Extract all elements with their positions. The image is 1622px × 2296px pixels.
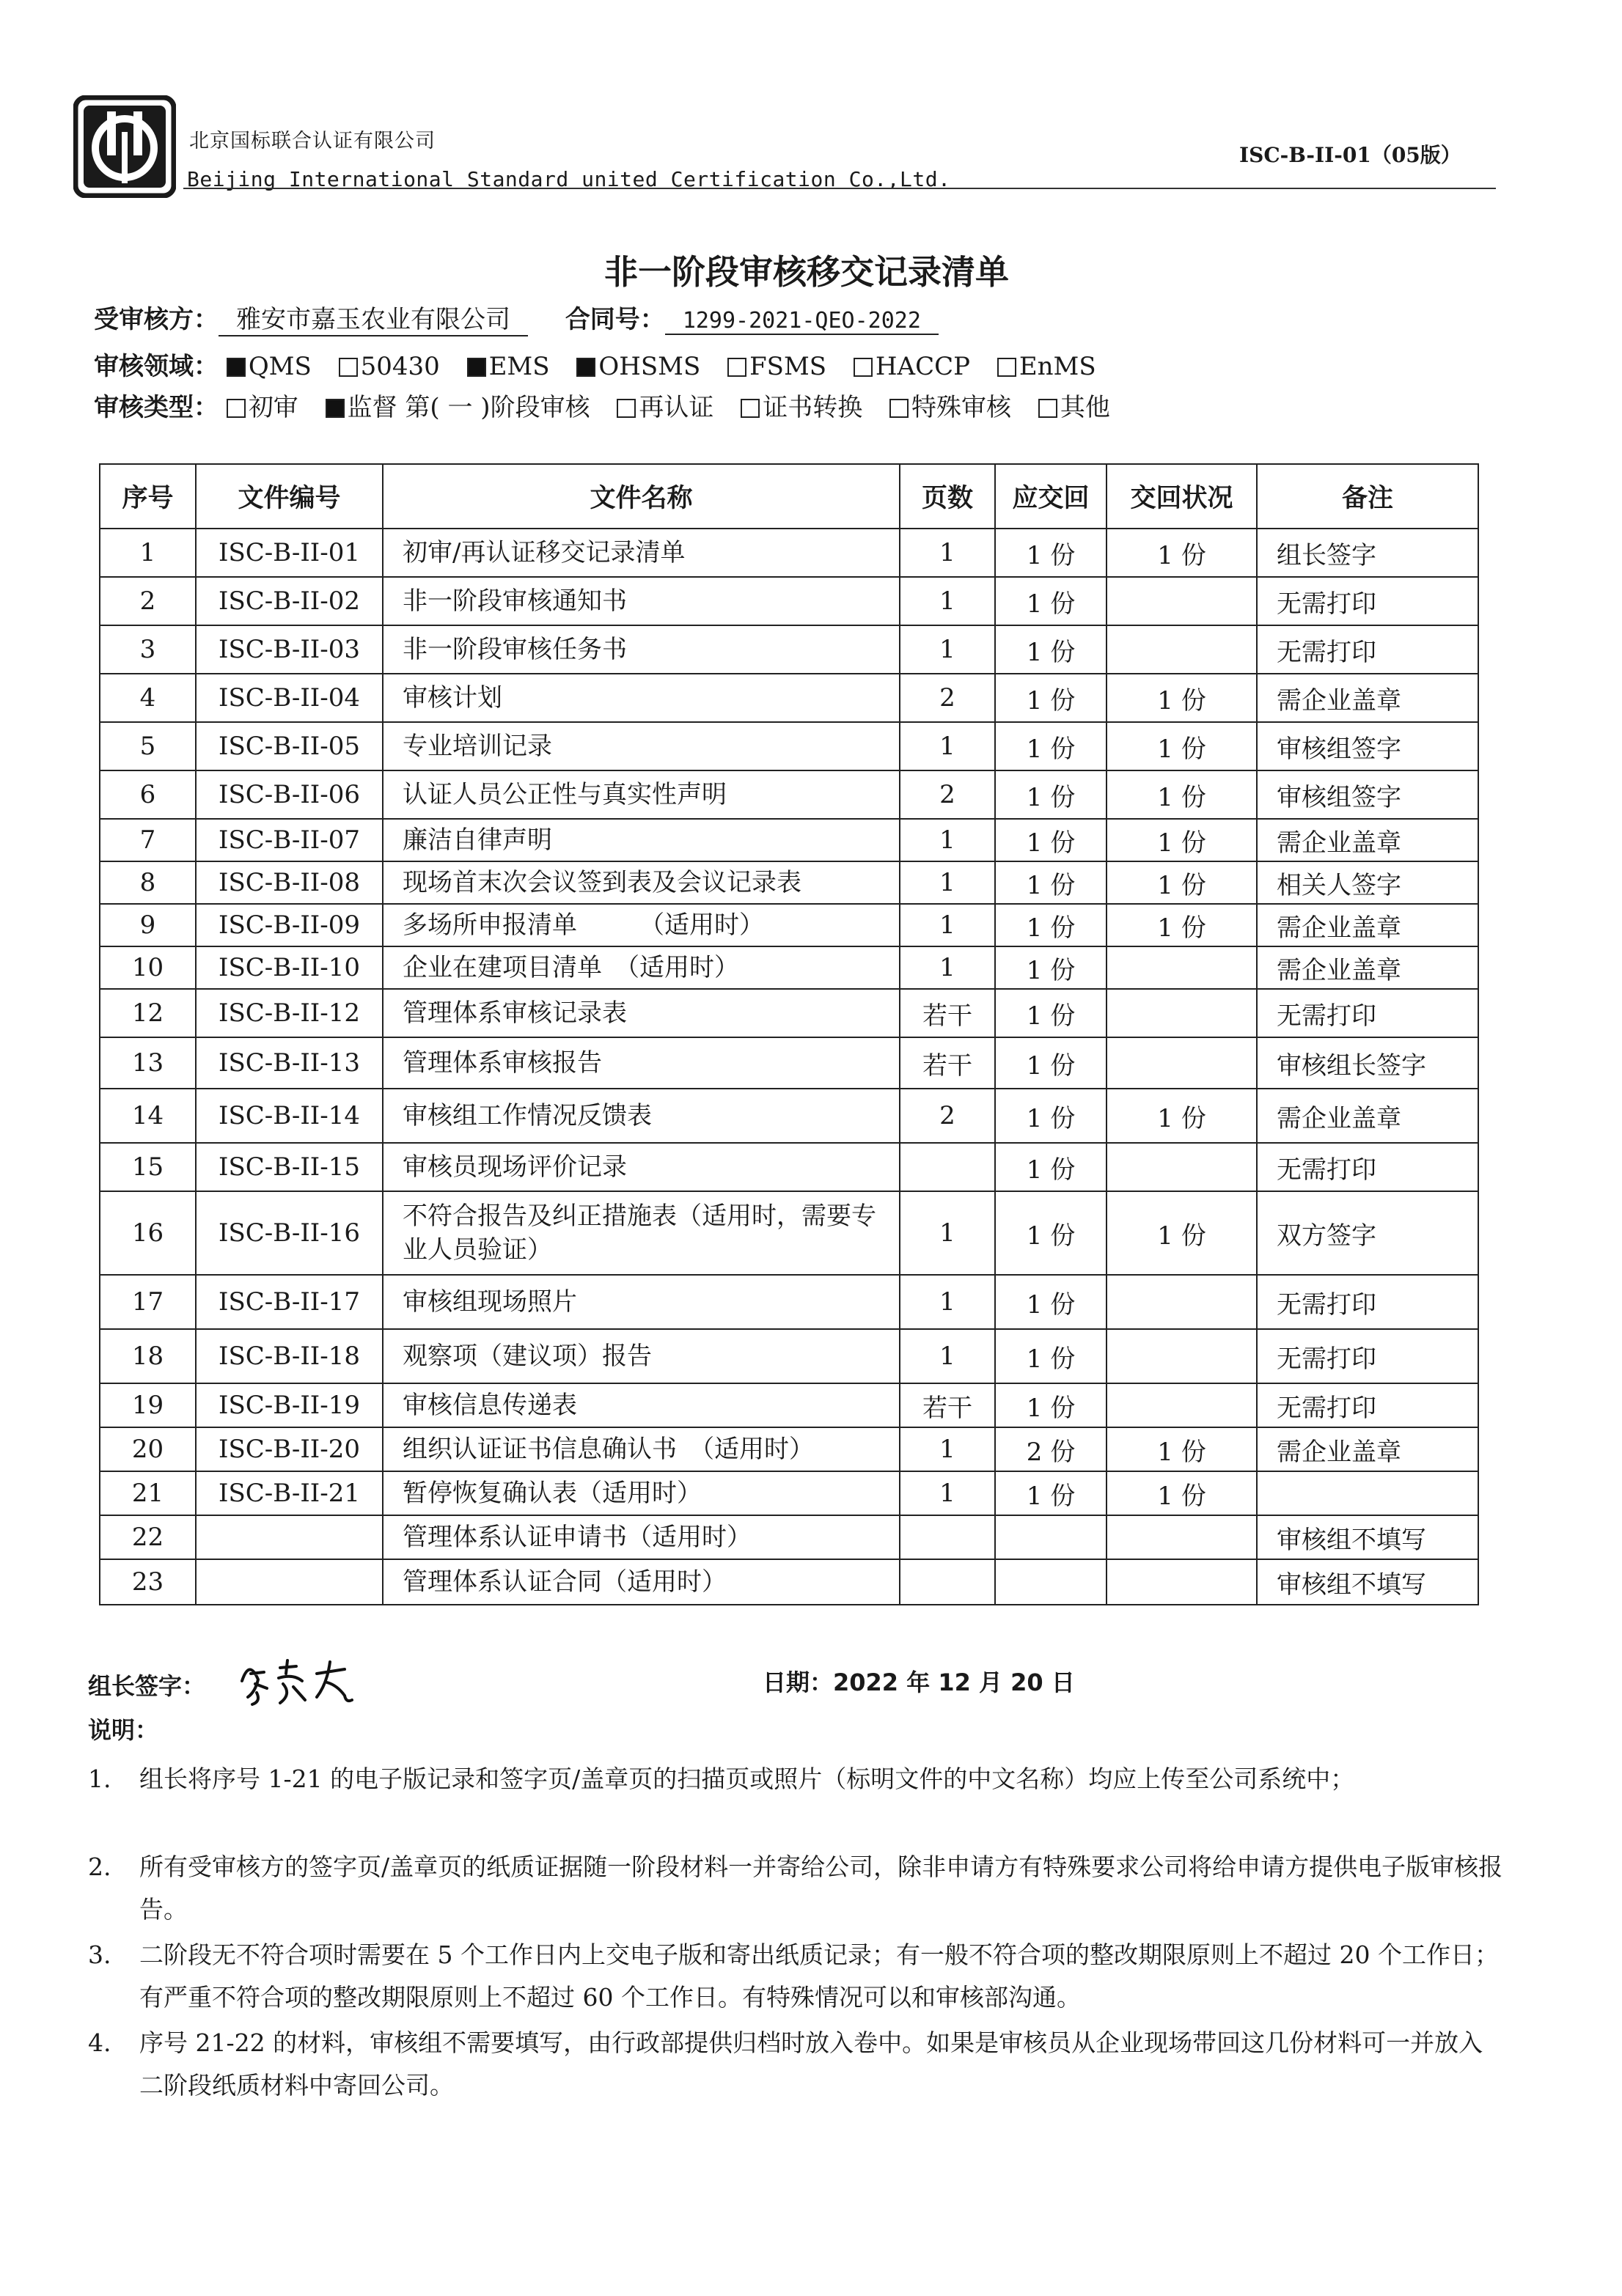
- checkbox-checked-icon: [326, 399, 345, 418]
- copies-due-cell: 1 份: [995, 904, 1107, 946]
- page-count-cell: 1: [900, 722, 995, 770]
- copies-returned-cell: [1107, 1275, 1257, 1329]
- audit-type-line: [94, 387, 1129, 423]
- checkbox-checked-icon: [227, 358, 246, 377]
- table-row: [100, 1275, 1478, 1329]
- file-name-cell: 非一阶段审核任务书: [383, 625, 900, 674]
- table-row: [100, 904, 1478, 946]
- copies-returned-cell: 1 份: [1107, 722, 1257, 770]
- row-number-cell: 16: [100, 1191, 196, 1275]
- file-code-cell: ISC-B-II-13: [196, 1037, 383, 1089]
- remark-cell: 无需打印: [1257, 577, 1478, 625]
- copies-returned-cell: 1 份: [1107, 904, 1257, 946]
- file-name-cell: 企业在建项目清单 （适用时）: [383, 946, 900, 989]
- file-name-cell: 非一阶段审核通知书: [383, 577, 900, 625]
- checkbox-empty-icon: [997, 358, 1016, 377]
- page-count-cell: 1: [900, 625, 995, 674]
- copies-returned-cell: 1 份: [1107, 1191, 1257, 1275]
- row-number-cell: 10: [100, 946, 196, 989]
- file-name-cell: 管理体系审核记录表: [383, 989, 900, 1037]
- file-name-cell: 观察项（建议项）报告: [383, 1329, 900, 1383]
- row-number-cell: 5: [100, 722, 196, 770]
- file-name-cell: 专业培训记录: [383, 722, 900, 770]
- row-number-cell: 20: [100, 1427, 196, 1471]
- remark-cell: 需企业盖章: [1257, 946, 1478, 989]
- leader-signature-label: 组长签字：: [88, 1672, 206, 1700]
- table-header-row: [100, 464, 1478, 529]
- table-row: [100, 1329, 1478, 1383]
- remark-cell: 相关人签字: [1257, 861, 1478, 904]
- page-count-cell: 1: [900, 529, 995, 577]
- remark-cell: 无需打印: [1257, 1383, 1478, 1427]
- remark-cell: 审核组签字: [1257, 770, 1478, 819]
- copies-due-cell: 1 份: [995, 1191, 1107, 1275]
- page-count-cell: 1: [900, 1427, 995, 1471]
- company-name-cn: 北京国标联合认证有限公司: [189, 130, 436, 152]
- type-special[interactable]: 特殊审核: [889, 393, 1011, 422]
- copies-returned-cell: 1 份: [1107, 1427, 1257, 1471]
- copies-due-cell: 1 份: [995, 946, 1107, 989]
- file-name-cell: 审核信息传递表: [383, 1383, 900, 1427]
- table-row: [100, 577, 1478, 625]
- file-code-cell: ISC-B-II-18: [196, 1329, 383, 1383]
- type-initial[interactable]: 初审: [227, 393, 298, 422]
- column-header: 交回状况: [1107, 464, 1257, 529]
- auditee-line: [94, 299, 939, 336]
- page-count-cell: 1: [900, 577, 995, 625]
- domain-50430[interactable]: 50430: [339, 352, 440, 381]
- copies-due-cell: 2 份: [995, 1427, 1107, 1471]
- remark-cell: 审核组长签字: [1257, 1037, 1478, 1089]
- page-count-cell: 若干: [900, 1037, 995, 1089]
- page-count-cell: 若干: [900, 1383, 995, 1427]
- domain-qms[interactable]: QMS: [227, 352, 312, 381]
- file-code-cell: ISC-B-II-05: [196, 722, 383, 770]
- note-number: 1.: [88, 1765, 111, 1793]
- file-code-cell: ISC-B-II-16: [196, 1191, 383, 1275]
- file-name-cell: 初审/再认证移交记录清单: [383, 529, 900, 577]
- file-code-cell: ISC-B-II-02: [196, 577, 383, 625]
- remark-cell: 需企业盖章: [1257, 819, 1478, 861]
- row-number-cell: 13: [100, 1037, 196, 1089]
- row-number-cell: 1: [100, 529, 196, 577]
- checkbox-empty-icon: [854, 358, 873, 377]
- table-row: [100, 1427, 1478, 1471]
- copies-returned-cell: 1 份: [1107, 1471, 1257, 1515]
- checkbox-checked-icon: [576, 358, 595, 377]
- column-header: 应交回: [995, 464, 1107, 529]
- note-text: 序号 21-22 的材料，审核组不需要填写，由行政部提供归档时放入卷中。如果是审核员从企业现场带回这几份材料可一并放入二阶段纸质材料中寄回公司。: [139, 2028, 1483, 2100]
- checkbox-empty-icon: [339, 358, 358, 377]
- row-number-cell: 14: [100, 1089, 196, 1143]
- file-name-cell: 管理体系审核报告: [383, 1037, 900, 1089]
- note-item: [88, 2022, 1503, 2107]
- row-number-cell: 15: [100, 1143, 196, 1191]
- file-name-cell: 廉洁自律声明: [383, 819, 900, 861]
- copies-returned-cell: [1107, 1559, 1257, 1605]
- file-code-cell: ISC-B-II-06: [196, 770, 383, 819]
- row-number-cell: 9: [100, 904, 196, 946]
- date-line: 日期：2022 年 12 月 20 日: [763, 1668, 1075, 1696]
- table-row: [100, 1559, 1478, 1605]
- remark-cell: 审核组签字: [1257, 722, 1478, 770]
- copies-due-cell: 1 份: [995, 861, 1107, 904]
- auditee-value: 雅安市嘉玉农业有限公司: [219, 299, 528, 336]
- page-count-cell: 1: [900, 861, 995, 904]
- column-header: 备注: [1257, 464, 1478, 529]
- file-code-cell: [196, 1559, 383, 1605]
- file-code-cell: ISC-B-II-21: [196, 1471, 383, 1515]
- row-number-cell: 3: [100, 625, 196, 674]
- page-count-cell: 2: [900, 770, 995, 819]
- copies-returned-cell: [1107, 1515, 1257, 1559]
- notes-title: 说明：: [88, 1716, 159, 1744]
- remark-cell: 无需打印: [1257, 1275, 1478, 1329]
- file-name-cell: 暂停恢复确认表（适用时）: [383, 1471, 900, 1515]
- remark-cell: 双方签字: [1257, 1191, 1478, 1275]
- copies-due-cell: [995, 1515, 1107, 1559]
- note-item: [88, 1758, 1503, 1800]
- remark-cell: 需企业盖章: [1257, 674, 1478, 722]
- table-row: [100, 1383, 1478, 1427]
- file-name-cell: 审核组工作情况反馈表: [383, 1089, 900, 1143]
- row-number-cell: 22: [100, 1515, 196, 1559]
- audit-domain-line: [94, 346, 1115, 382]
- audit-domain-label: 审核领域：: [94, 352, 219, 381]
- checkbox-empty-icon: [617, 399, 636, 418]
- file-code-cell: ISC-B-II-19: [196, 1383, 383, 1427]
- remark-cell: 需企业盖章: [1257, 904, 1478, 946]
- remark-cell: 无需打印: [1257, 1143, 1478, 1191]
- table-row: [100, 861, 1478, 904]
- copies-due-cell: 1 份: [995, 1329, 1107, 1383]
- file-name-cell: 多场所申报清单 （适用时）: [383, 904, 900, 946]
- copies-due-cell: 1 份: [995, 819, 1107, 861]
- copies-due-cell: 1 份: [995, 1275, 1107, 1329]
- note-text: 组长将序号 1-21 的电子版记录和签字页/盖章页的扫描页或照片（标明文件的中文名称）均应上传至公司系统中；: [139, 1765, 1355, 1793]
- page-count-cell: [900, 1515, 995, 1559]
- column-header: 文件编号: [196, 464, 383, 529]
- row-number-cell: 6: [100, 770, 196, 819]
- copies-returned-cell: 1 份: [1107, 529, 1257, 577]
- copies-returned-cell: 1 份: [1107, 770, 1257, 819]
- company-logo-icon: [73, 95, 176, 198]
- page-count-cell: 1: [900, 1471, 995, 1515]
- copies-due-cell: 1 份: [995, 529, 1107, 577]
- remark-cell: 无需打印: [1257, 625, 1478, 674]
- remark-cell: 需企业盖章: [1257, 1089, 1478, 1143]
- copies-returned-cell: [1107, 577, 1257, 625]
- page-count-cell: 1: [900, 1329, 995, 1383]
- company-name-en: Beijing International Standard united Certification Co.,Ltd.: [187, 167, 951, 191]
- copies-returned-cell: 1 份: [1107, 819, 1257, 861]
- type-surveillance[interactable]: 监督 第( 一 )阶段审核: [326, 393, 590, 422]
- auditee-label: 受审核方：: [94, 305, 219, 334]
- copies-due-cell: 1 份: [995, 1143, 1107, 1191]
- table-row: [100, 722, 1478, 770]
- file-code-cell: ISC-B-II-10: [196, 946, 383, 989]
- table-row: [100, 1471, 1478, 1515]
- checkbox-empty-icon: [741, 399, 760, 418]
- checkbox-empty-icon: [1038, 399, 1057, 418]
- table-row: [100, 1143, 1478, 1191]
- table-row: [100, 1089, 1478, 1143]
- row-number-cell: 23: [100, 1559, 196, 1605]
- note-number: 2.: [88, 1852, 111, 1881]
- table-row: [100, 625, 1478, 674]
- audit-type-label: 审核类型：: [94, 393, 219, 422]
- copies-due-cell: 1 份: [995, 722, 1107, 770]
- file-name-cell: 审核员现场评价记录: [383, 1143, 900, 1191]
- row-number-cell: 18: [100, 1329, 196, 1383]
- column-header: 页数: [900, 464, 995, 529]
- column-header: 文件名称: [383, 464, 900, 529]
- type-certificate-transfer[interactable]: 证书转换: [741, 393, 862, 422]
- copies-due-cell: [995, 1559, 1107, 1605]
- transfer-records-table: [99, 463, 1479, 1605]
- form-code: ISC-B-II-01（05版）: [1239, 143, 1461, 167]
- copies-due-cell: 1 份: [995, 674, 1107, 722]
- page-count-cell: 1: [900, 1275, 995, 1329]
- remark-cell: 无需打印: [1257, 989, 1478, 1037]
- file-code-cell: ISC-B-II-17: [196, 1275, 383, 1329]
- column-header: 序号: [100, 464, 196, 529]
- table-body: [100, 529, 1478, 1605]
- file-code-cell: ISC-B-II-20: [196, 1427, 383, 1471]
- copies-returned-cell: [1107, 946, 1257, 989]
- table-row: [100, 770, 1478, 819]
- file-name-cell: 不符合报告及纠正措施表（适用时，需要专业人员验证）: [383, 1191, 900, 1275]
- remark-cell: [1257, 1471, 1478, 1515]
- page-count-cell: 1: [900, 819, 995, 861]
- domain-ems[interactable]: EMS: [467, 352, 550, 381]
- row-number-cell: 12: [100, 989, 196, 1037]
- note-number: 3.: [88, 1940, 111, 1969]
- document-title: 非一阶段审核移交记录清单: [604, 252, 1009, 292]
- row-number-cell: 4: [100, 674, 196, 722]
- copies-due-cell: 1 份: [995, 1383, 1107, 1427]
- file-name-cell: 审核组现场照片: [383, 1275, 900, 1329]
- page-count-cell: 2: [900, 674, 995, 722]
- table-row: [100, 1515, 1478, 1559]
- type-recertification[interactable]: 再认证: [617, 393, 713, 422]
- copies-due-cell: 1 份: [995, 1471, 1107, 1515]
- file-code-cell: ISC-B-II-04: [196, 674, 383, 722]
- table-row: [100, 1191, 1478, 1275]
- checkbox-empty-icon: [227, 399, 246, 418]
- contract-number: 1299-2021-QEO-2022: [665, 308, 939, 335]
- table-row: [100, 989, 1478, 1037]
- copies-returned-cell: 1 份: [1107, 1089, 1257, 1143]
- row-number-cell: 8: [100, 861, 196, 904]
- file-name-cell: 审核计划: [383, 674, 900, 722]
- page-count-cell: 1: [900, 946, 995, 989]
- copies-due-cell: 1 份: [995, 1037, 1107, 1089]
- remark-cell: 无需打印: [1257, 1329, 1478, 1383]
- note-text: 所有受审核方的签字页/盖章页的纸质证据随一阶段材料一并寄给公司，除非申请方有特殊要求公司将给申请方提供电子版审核报告。: [139, 1852, 1503, 1924]
- file-code-cell: ISC-B-II-15: [196, 1143, 383, 1191]
- file-code-cell: ISC-B-II-03: [196, 625, 383, 674]
- page-count-cell: [900, 1143, 995, 1191]
- row-number-cell: 19: [100, 1383, 196, 1427]
- file-name-cell: 认证人员公正性与真实性声明: [383, 770, 900, 819]
- file-code-cell: ISC-B-II-12: [196, 989, 383, 1037]
- copies-due-cell: 1 份: [995, 625, 1107, 674]
- remark-cell: 组长签字: [1257, 529, 1478, 577]
- page-count-cell: 1: [900, 904, 995, 946]
- copies-returned-cell: [1107, 1329, 1257, 1383]
- type-other[interactable]: 其他: [1038, 393, 1110, 422]
- page-count-cell: [900, 1559, 995, 1605]
- file-code-cell: ISC-B-II-01: [196, 529, 383, 577]
- row-number-cell: 21: [100, 1471, 196, 1515]
- checkbox-checked-icon: [467, 358, 486, 377]
- table-row: [100, 819, 1478, 861]
- copies-due-cell: 1 份: [995, 770, 1107, 819]
- copies-returned-cell: [1107, 1143, 1257, 1191]
- copies-returned-cell: 1 份: [1107, 861, 1257, 904]
- remark-cell: 审核组不填写: [1257, 1515, 1478, 1559]
- note-item: [88, 1846, 1503, 1931]
- row-number-cell: 7: [100, 819, 196, 861]
- page-count-cell: 若干: [900, 989, 995, 1037]
- contract-label: 合同号：: [565, 305, 665, 334]
- header-divider: [183, 188, 1496, 189]
- copies-returned-cell: [1107, 989, 1257, 1037]
- checkbox-empty-icon: [727, 358, 746, 377]
- copies-due-cell: 1 份: [995, 1089, 1107, 1143]
- remark-cell: 需企业盖章: [1257, 1427, 1478, 1471]
- note-number: 4.: [88, 2028, 111, 2057]
- note-item: [88, 1934, 1503, 2019]
- domain-fsms[interactable]: FSMS: [727, 352, 826, 381]
- table-row: [100, 529, 1478, 577]
- file-code-cell: ISC-B-II-09: [196, 904, 383, 946]
- file-code-cell: ISC-B-II-14: [196, 1089, 383, 1143]
- table-row: [100, 1037, 1478, 1089]
- page-count-cell: 1: [900, 1191, 995, 1275]
- file-code-cell: ISC-B-II-07: [196, 819, 383, 861]
- file-name-cell: 组织认证证书信息确认书 （适用时）: [383, 1427, 900, 1471]
- copies-returned-cell: [1107, 1383, 1257, 1427]
- file-code-cell: [196, 1515, 383, 1559]
- copies-returned-cell: 1 份: [1107, 674, 1257, 722]
- file-code-cell: ISC-B-II-08: [196, 861, 383, 904]
- domain-ohsms[interactable]: OHSMS: [576, 352, 700, 381]
- domain-haccp[interactable]: HACCP: [854, 352, 970, 381]
- note-text: 二阶段无不符合项时需要在 5 个工作日内上交电子版和寄出纸质记录；有一般不符合项的整改期限原则上不超过 20 个工作日；有严重不符合项的整改期限原则上不超过 60 个工作日。有特殊情况可以和审核部沟通。: [139, 1940, 1499, 2012]
- domain-enms[interactable]: EnMS: [997, 352, 1096, 381]
- table-row: [100, 946, 1478, 989]
- file-name-cell: 管理体系认证申请书（适用时）: [383, 1515, 900, 1559]
- checkbox-empty-icon: [889, 399, 909, 418]
- page-count-cell: 2: [900, 1089, 995, 1143]
- copies-due-cell: 1 份: [995, 989, 1107, 1037]
- leader-signature-image: [235, 1652, 359, 1710]
- table-row: [100, 674, 1478, 722]
- copies-due-cell: 1 份: [995, 577, 1107, 625]
- file-name-cell: 管理体系认证合同（适用时）: [383, 1559, 900, 1605]
- copies-returned-cell: [1107, 625, 1257, 674]
- copies-returned-cell: [1107, 1037, 1257, 1089]
- row-number-cell: 2: [100, 577, 196, 625]
- file-name-cell: 现场首末次会议签到表及会议记录表: [383, 861, 900, 904]
- row-number-cell: 17: [100, 1275, 196, 1329]
- remark-cell: 审核组不填写: [1257, 1559, 1478, 1605]
